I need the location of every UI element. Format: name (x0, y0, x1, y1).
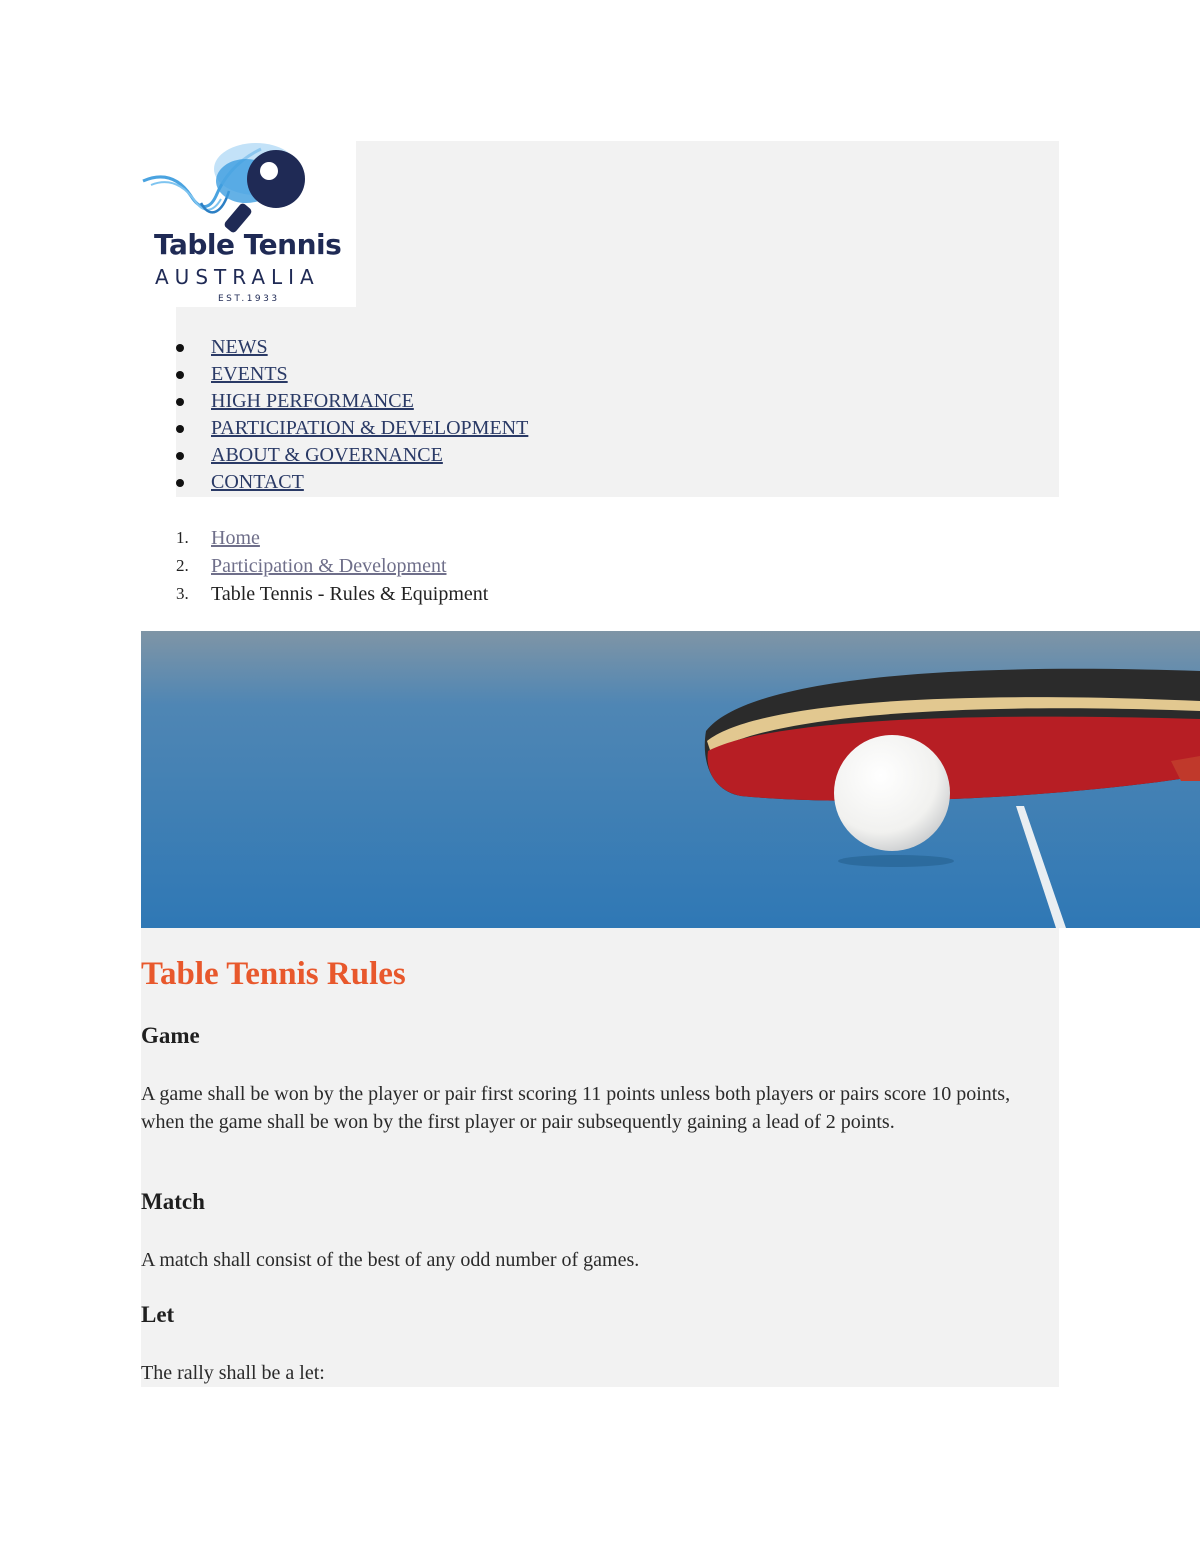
section-text-game: A game shall be won by the player or pair first scoring 11 points unless both players or pairs score 10 points, when the game shall be won by the first player or pair subsequently gaining a lead of 2 points. (141, 1083, 1011, 1133)
breadcrumb-item-participation (176, 552, 488, 580)
breadcrumb-link-participation[interactable]: Participation & Development (211, 555, 447, 577)
nav-item-participation (176, 415, 528, 442)
section-heading-game: Game (141, 1023, 200, 1048)
logo-subtitle: AUSTRALIA (155, 265, 320, 289)
breadcrumb-item-current (176, 580, 488, 608)
nav-link-events[interactable]: EVENTS (211, 363, 288, 385)
breadcrumb (176, 524, 488, 608)
paddle-and-ball-photo-icon (141, 631, 1200, 928)
page-title: Table Tennis Rules (141, 956, 406, 992)
nav-link-news[interactable]: NEWS (211, 336, 268, 358)
main-nav (176, 334, 528, 496)
nav-link-contact[interactable]: CONTACT (211, 471, 304, 493)
breadcrumb-number: 3. (176, 584, 189, 603)
section-text-let: The rally shall be a let: (141, 1362, 325, 1384)
bullet-icon (176, 371, 184, 379)
nav-item-contact (176, 469, 528, 496)
content-panel (141, 928, 1059, 1387)
header-gutter (141, 306, 176, 497)
bullet-icon (176, 425, 184, 433)
nav-link-about[interactable]: ABOUT & GOVERNANCE (211, 444, 443, 466)
breadcrumb-current: Table Tennis - Rules & Equipment (211, 583, 489, 605)
bullet-icon (176, 344, 184, 352)
bullet-icon (176, 479, 184, 487)
nav-item-news (176, 334, 528, 361)
hero-image (141, 631, 1200, 928)
breadcrumb-link-home[interactable]: Home (211, 527, 260, 549)
logo-established: EST.1933 (218, 294, 280, 304)
section-heading-match: Match (141, 1189, 205, 1214)
nav-item-about (176, 442, 528, 469)
nav-link-participation[interactable]: PARTICIPATION & DEVELOPMENT (211, 417, 529, 439)
bullet-icon (176, 452, 184, 460)
nav-item-events (176, 361, 528, 388)
breadcrumb-number: 2. (176, 556, 189, 575)
breadcrumb-number: 1. (176, 528, 189, 547)
nav-link-high-performance[interactable]: HIGH PERFORMANCE (211, 390, 414, 412)
section-text-match: A match shall consist of the best of any odd number of games. (141, 1249, 640, 1271)
nav-item-high-performance (176, 388, 528, 415)
logo-title: Table Tennis (154, 228, 342, 261)
bullet-icon (176, 398, 184, 406)
section-heading-let: Let (141, 1302, 175, 1327)
breadcrumb-item-home (176, 524, 488, 552)
